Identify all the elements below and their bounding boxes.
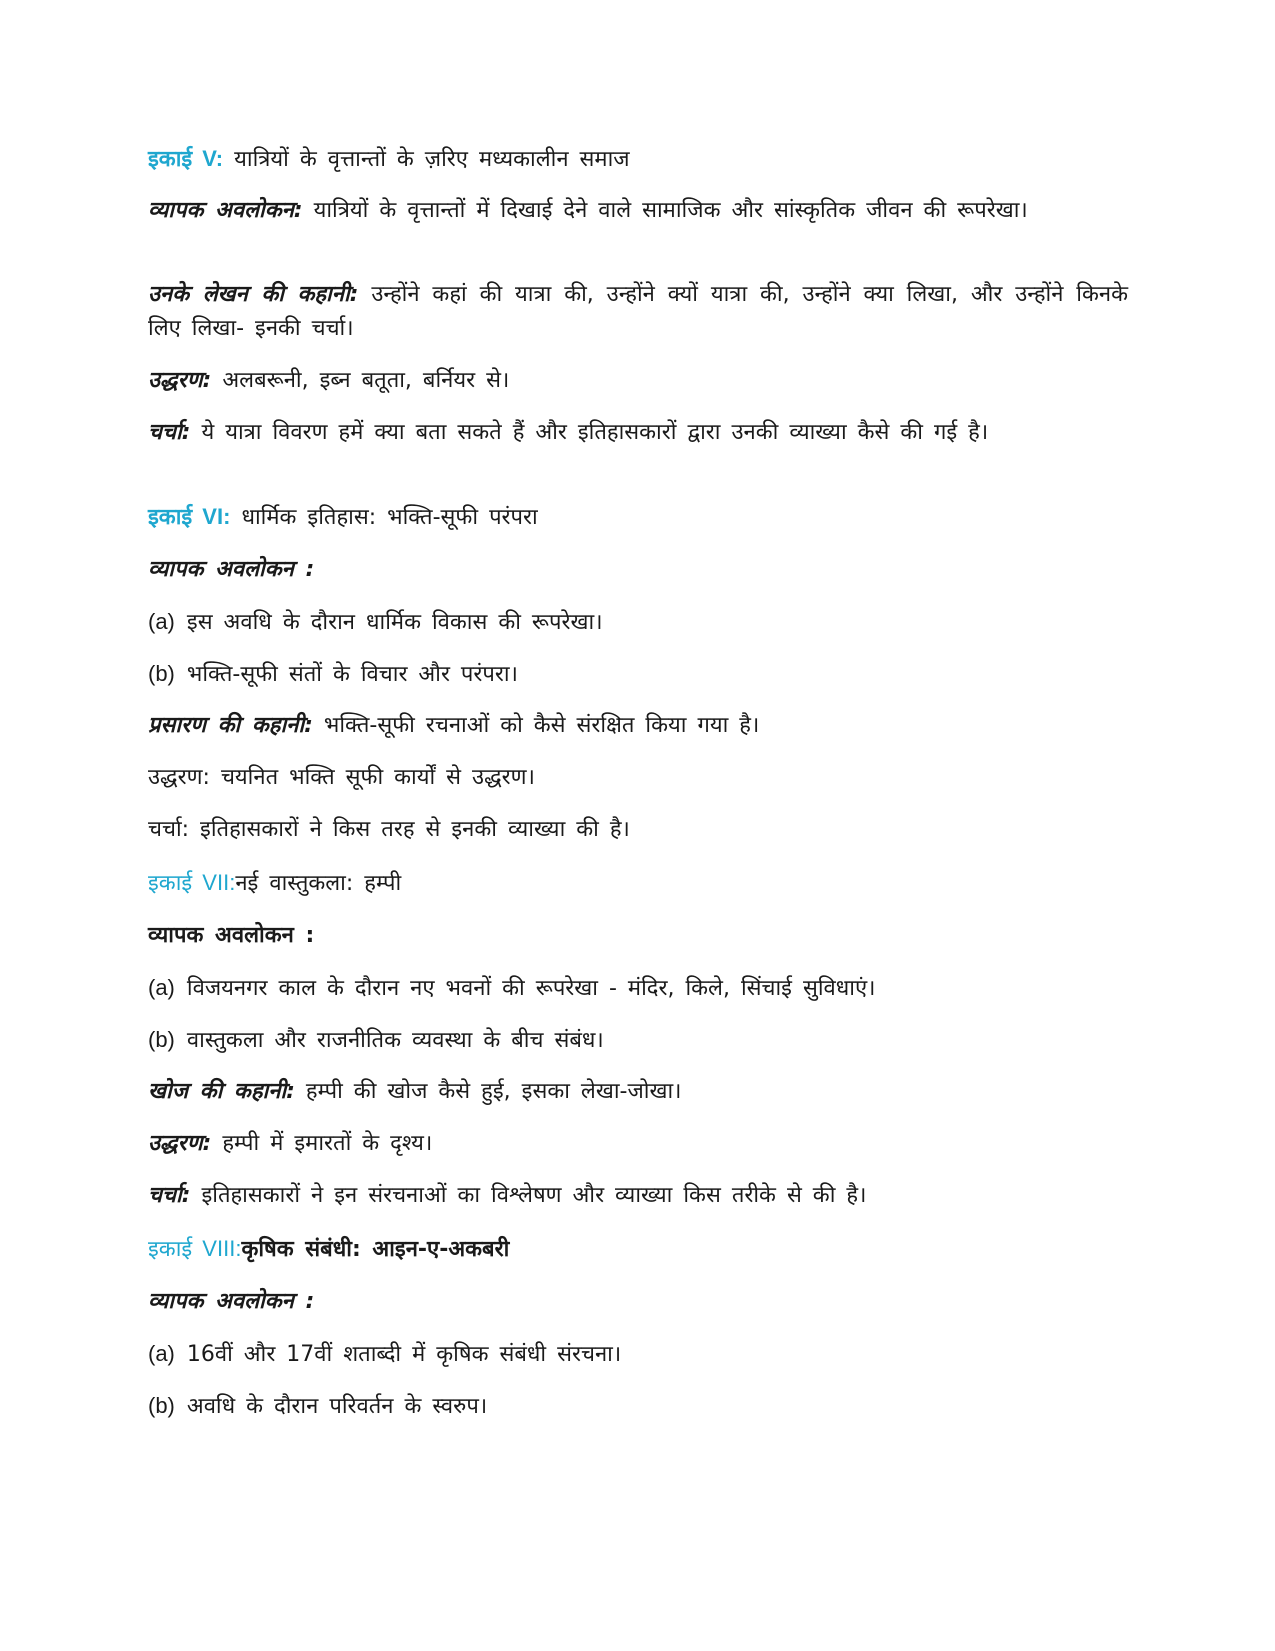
unit5-excerpt-text: अलबरूनी, इब्न बतूता, बर्नियर से। [222,368,510,393]
unit6-item-a [148,605,1128,640]
unit6-item-b-text: भक्ति-सूफी संतों के विचार और परंपरा। [186,662,518,687]
unit5-story-text: उन्होंने कहां की यात्रा की, उन्होंने क्यों यात्रा की, उन्होंने क्या लिखा, और उन्होंने किनके लिए लिखा- इनकी चर्चा। [148,282,1128,341]
unit7-excerpt-term: उद्धरण: [148,1131,212,1156]
unit5-overview [148,194,1128,228]
unit5-discussion-term: चर्चा: [148,420,191,445]
unit7-discussion-text: इतिहासकारों ने इन संरचनाओं का विश्लेषण और व्याख्या किस तरीके से की है। [201,1183,867,1208]
unit7-story-term: खोज की कहानी: [148,1079,295,1104]
unit6-story-text: भक्ति-सूफी रचनाओं को कैसे संरक्षित किया गया है। [323,713,760,738]
unit8-heading [148,1232,1128,1267]
unit5-label: इकाई V: [148,146,224,171]
unit7-discussion-term: चर्चा: [148,1183,191,1208]
unit5-story [148,278,1128,346]
unit6-excerpt [148,761,1128,795]
unit7-story [148,1075,1128,1109]
unit5-excerpt [148,364,1128,398]
unit6-heading [148,500,1128,535]
unit8-item-b-marker: (b) [148,1393,175,1418]
unit5-overview-term: व्यापक अवलोकन: [148,198,303,223]
unit7-item-b-text: वास्तुकला और राजनीतिक व्यवस्था के बीच संबंध। [186,1028,604,1053]
unit8-overview-term: व्यापक अवलोकन : [148,1289,315,1314]
unit6-story [148,709,1128,743]
unit6-excerpt-line: उद्धरण: चयनित भक्ति सूफी कार्यों से उद्धरण। [148,765,535,790]
unit7-overview [148,919,1128,953]
unit8-item-b-text: अवधि के दौरान परिवर्तन के स्वरुप। [186,1394,488,1419]
unit6-item-b [148,657,1128,692]
unit6-title: धार्मिक इतिहास: भक्ति-सूफी परंपरा [241,505,538,530]
unit8-overview [148,1285,1128,1319]
unit5-story-term: उनके लेखन की कहानी: [148,282,359,307]
unit7-item-a [148,971,1128,1006]
unit8-label: इकाई VIII: [148,1236,242,1261]
unit5-excerpt-term: उद्धरण: [148,368,212,393]
unit5-discussion [148,416,1128,450]
unit7-discussion [148,1179,1128,1213]
unit7-item-a-text: विजयनगर काल के दौरान नए भवनों की रूपरेखा - मंदिर, किले, सिंचाई सुविधाएं। [186,976,876,1001]
unit7-overview-term: व्यापक अवलोकन : [148,923,315,948]
unit6-overview-term: व्यापक अवलोकन : [148,557,315,582]
unit8-item-a [148,1337,1128,1372]
unit6-item-b-marker: (b) [148,661,175,686]
unit6-discussion-line: चर्चा: इतिहासकारों ने किस तरह से इनकी व्याख्या की है। [148,817,630,842]
unit7-heading [148,866,1128,901]
unit7-label: इकाई VII: [148,870,236,895]
unit6-item-a-marker: (a) [148,609,175,634]
unit6-item-a-text: इस अवधि के दौरान धार्मिक विकास की रूपरेखा। [186,610,603,635]
unit8-item-a-text: 16वीं और 17वीं शताब्दी में कृषिक संबंधी संरचना। [186,1342,622,1367]
unit6-story-term: प्रसारण की कहानी: [148,713,313,738]
unit5-title: यात्रियों के वृत्तान्तों के ज़रिए मध्यकालीन समाज [234,147,630,172]
unit7-title: नई वास्तुकला: हम्पी [235,871,402,896]
unit5-overview-text: यात्रियों के वृत्तान्तों में दिखाई देने वाले सामाजिक और सांस्कृतिक जीवन की रूपरेखा। [313,198,1028,223]
unit6-overview [148,553,1128,587]
unit8-item-a-marker: (a) [148,1341,175,1366]
unit5-discussion-text: ये यात्रा विवरण हमें क्या बता सकते हैं और इतिहासकारों द्वारा उनकी व्याख्या कैसे की गई है। [201,420,989,445]
unit6-label: इकाई VI: [148,504,231,529]
unit7-item-a-marker: (a) [148,975,175,1000]
unit7-excerpt-text: हम्पी में इमारतों के दृश्य। [222,1131,433,1156]
unit7-excerpt [148,1127,1128,1161]
unit8-item-b [148,1389,1128,1424]
unit5-heading [148,142,1128,177]
unit7-story-text: हम्पी की खोज कैसे हुई, इसका लेखा-जोखा। [305,1079,682,1104]
unit8-title: कृषिक संबंधी: आइन-ए-अकबरी [241,1237,510,1262]
unit7-item-b [148,1023,1128,1058]
unit7-item-b-marker: (b) [148,1027,175,1052]
unit6-discussion [148,813,1128,847]
